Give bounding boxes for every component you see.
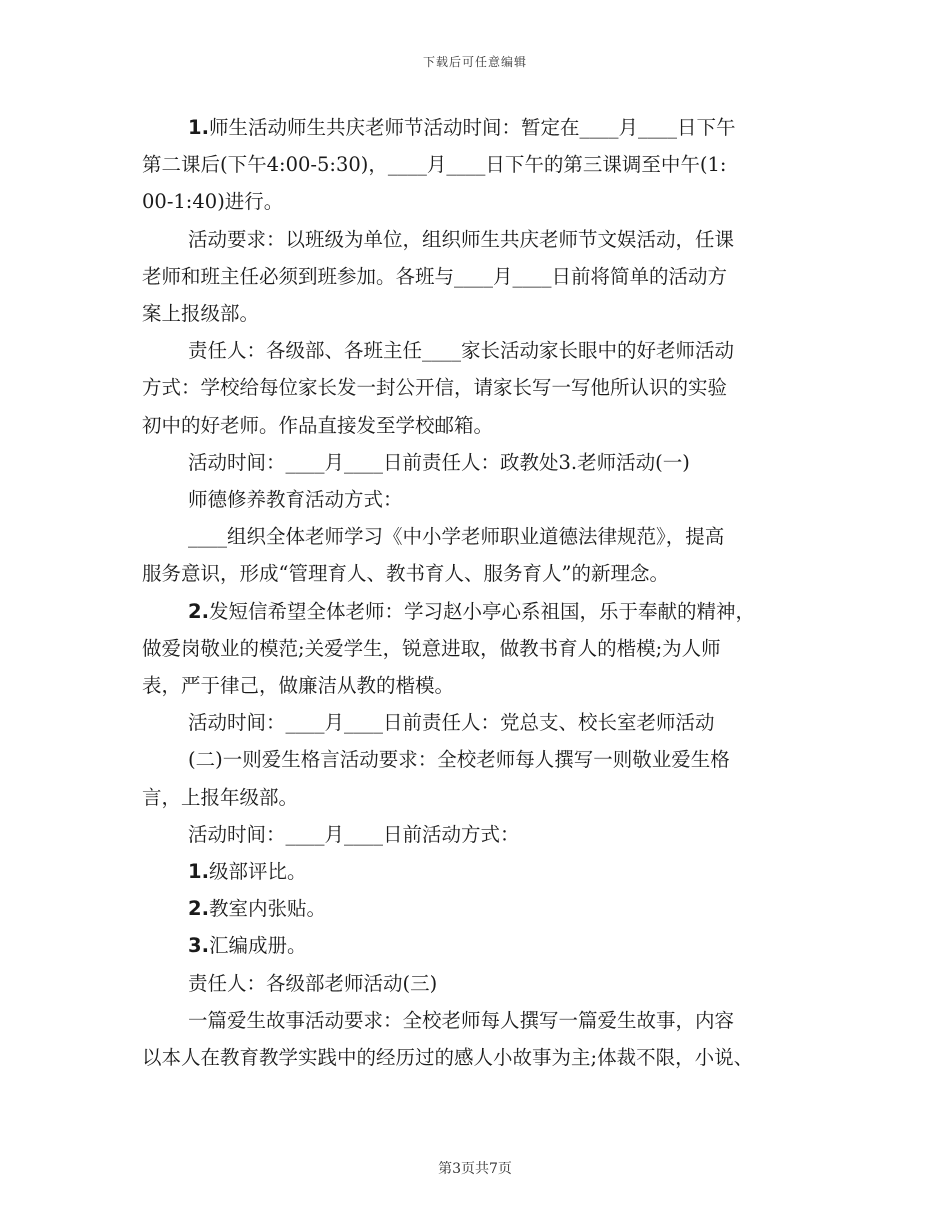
text-line: 初中的好老师。作品直接发至学校邮箱。	[142, 413, 494, 437]
text-line: 方式：学校给每位家长发一封公开信，请家长写一写他所认识的实验	[142, 376, 728, 400]
text-line: 2.发短信希望全体老师：学习赵小亭心系祖国，乐于奉献的精神，	[188, 599, 755, 623]
text-line: 责任人：各级部老师活动(三)	[188, 971, 438, 995]
text-line: 老师和班主任必须到班参加。各班与____月____日前将简单的活动方	[142, 264, 728, 288]
text-line: 1.师生活动师生共庆老师节活动时间：暂定在____月____日下午	[188, 116, 736, 139]
list-number: 2.	[188, 599, 209, 623]
page-header: 下载后可任意编辑	[422, 55, 527, 69]
document-body	[142, 109, 814, 1076]
text-line: 师德修养教育活动方式：	[188, 488, 403, 512]
text-line: 00-1:40)进行。	[142, 190, 284, 214]
text-line: 表，严于律己，做廉洁从教的楷模。	[142, 674, 455, 698]
text-line: 服务意识，形成“管理育人、教书育人、服务育人”的新理念。	[142, 562, 669, 586]
text-line: 活动时间：____月____日前活动方式：	[188, 822, 520, 846]
text-line: 3.汇编成册。	[188, 934, 307, 958]
text-line: 做爱岗敬业的模范;关爱学生，锐意进取，做教书育人的楷模;为人师	[142, 636, 721, 660]
list-number: 2.	[188, 897, 209, 921]
text-line: 2.教室内张贴。	[188, 897, 326, 921]
text-line: 1.级部评比。	[188, 860, 307, 884]
text-line: 活动时间：____月____日前责任人：党总支、校长室老师活动	[188, 711, 715, 735]
text-line: 以本人在教育教学实践中的经历过的感人小故事为主;体裁不限，小说、	[142, 1046, 754, 1070]
list-number: 1.	[188, 860, 209, 884]
text-line: 言，上报年级部。	[142, 785, 299, 809]
text-line: 责任人：各级部、各班主任____家长活动家长眼中的好老师活动	[188, 339, 735, 363]
list-number: 3.	[188, 934, 209, 958]
text-line: 活动时间：____月____日前责任人：政教处3.老师活动(一)	[188, 450, 690, 474]
list-number: 1.	[188, 116, 209, 139]
text-line: 案上报级部。	[142, 302, 260, 326]
page-footer: 第3页共7页	[438, 1161, 512, 1177]
text-line: 活动要求：以班级为单位，组织师生共庆老师节文娱活动，任课	[188, 227, 735, 251]
text-line: 第二课后(下午4:00-5:30)，____月____日下午的第三课调至中午(1:	[142, 153, 727, 177]
text-line: (二)一则爱生格言活动要求：全校老师每人撰写一则敬业爱生格	[188, 748, 730, 772]
text-line: ____组织全体老师学习《中小学老师职业道德法律规范》，提高	[188, 525, 725, 549]
text-line: 一篇爱生故事活动要求：全校老师每人撰写一篇爱生故事，内容	[188, 1008, 735, 1032]
